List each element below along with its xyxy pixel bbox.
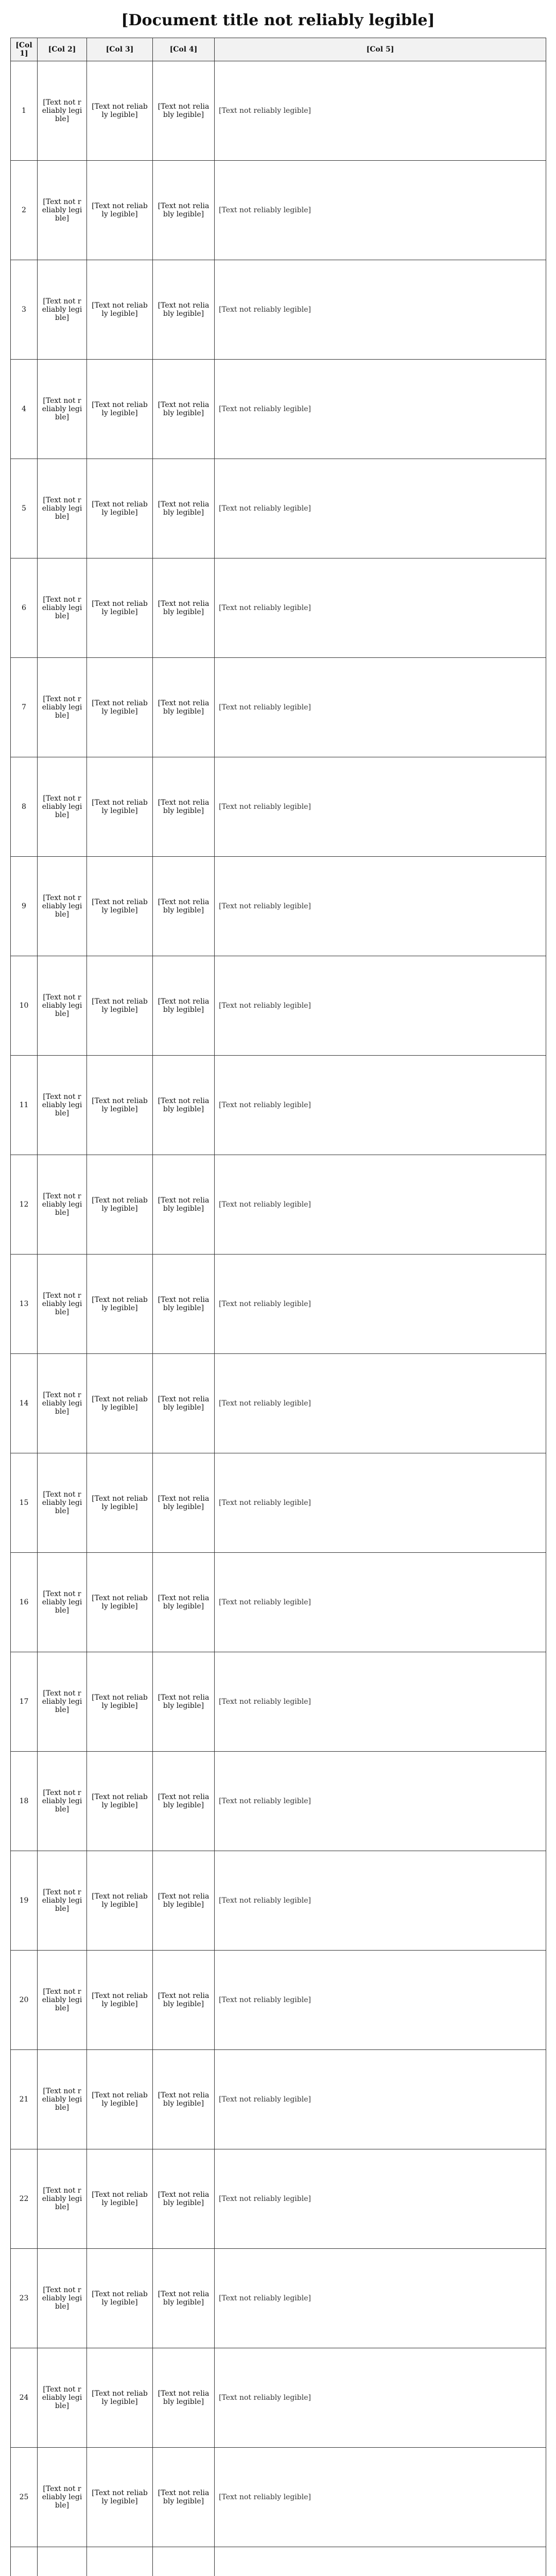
row-col-5: [Text not reliably legible] bbox=[215, 1155, 546, 1255]
row-col-4: [Text not reliably legible] bbox=[153, 1255, 215, 1354]
row-col-2: [Text not reliably legible] bbox=[38, 658, 87, 757]
row-col-4: [Text not reliably legible] bbox=[153, 956, 215, 1056]
row-col-4: [Text not reliably legible] bbox=[153, 2448, 215, 2547]
row-number: 5 bbox=[11, 459, 38, 558]
row-col-4: [Text not reliably legible] bbox=[153, 1155, 215, 1255]
table-row bbox=[11, 1155, 546, 1255]
row-col-2: [Text not reliably legible] bbox=[38, 1056, 87, 1155]
row-number: 17 bbox=[11, 1652, 38, 1752]
row-col-4: [Text not reliably legible] bbox=[153, 360, 215, 459]
row-col-4 bbox=[153, 2547, 215, 2576]
row-col-3: [Text not reliably legible] bbox=[87, 1155, 153, 1255]
row-number: 13 bbox=[11, 1255, 38, 1354]
row-number: 22 bbox=[11, 2149, 38, 2249]
table-row bbox=[11, 260, 546, 360]
row-number: 11 bbox=[11, 1056, 38, 1155]
row-number: 10 bbox=[11, 956, 38, 1056]
table-row bbox=[11, 2348, 546, 2448]
row-number: 3 bbox=[11, 260, 38, 360]
table-row bbox=[11, 2050, 546, 2149]
table-row bbox=[11, 360, 546, 459]
header-col-3: [Col 3] bbox=[87, 38, 153, 61]
row-col-2: [Text not reliably legible] bbox=[38, 857, 87, 956]
row-col-2: [Text not reliably legible] bbox=[38, 1951, 87, 2050]
row-col-5: [Text not reliably legible] bbox=[215, 61, 546, 161]
row-col-2: [Text not reliably legible] bbox=[38, 360, 87, 459]
row-number: 24 bbox=[11, 2348, 38, 2448]
row-col-5: [Text not reliably legible] bbox=[215, 1553, 546, 1652]
row-col-5: [Text not reliably legible] bbox=[215, 1752, 546, 1851]
row-col-5: [Text not reliably legible] bbox=[215, 360, 546, 459]
row-col-3: [Text not reliably legible] bbox=[87, 1553, 153, 1652]
header-col-5: [Col 5] bbox=[215, 38, 546, 61]
row-col-4: [Text not reliably legible] bbox=[153, 161, 215, 260]
row-col-5: [Text not reliably legible] bbox=[215, 1951, 546, 2050]
row-col-5: [Text not reliably legible] bbox=[215, 1851, 546, 1951]
table-row bbox=[11, 1354, 546, 1453]
row-col-3: [Text not reliably legible] bbox=[87, 459, 153, 558]
table-row bbox=[11, 2547, 546, 2576]
row-col-3: [Text not reliably legible] bbox=[87, 2050, 153, 2149]
row-col-4: [Text not reliably legible] bbox=[153, 1553, 215, 1652]
row-number: 6 bbox=[11, 558, 38, 658]
row-col-2: [Text not reliably legible] bbox=[38, 956, 87, 1056]
table-row bbox=[11, 2249, 546, 2348]
table-row bbox=[11, 558, 546, 658]
row-col-2: [Text not reliably legible] bbox=[38, 260, 87, 360]
row-number: 12 bbox=[11, 1155, 38, 1255]
row-col-2: [Text not reliably legible] bbox=[38, 1652, 87, 1752]
row-col-4: [Text not reliably legible] bbox=[153, 1752, 215, 1851]
row-col-3: [Text not reliably legible] bbox=[87, 1652, 153, 1752]
table-row bbox=[11, 1056, 546, 1155]
row-col-5: [Text not reliably legible] bbox=[215, 1255, 546, 1354]
row-col-3: [Text not reliably legible] bbox=[87, 658, 153, 757]
row-number: 9 bbox=[11, 857, 38, 956]
row-col-4: [Text not reliably legible] bbox=[153, 2249, 215, 2348]
row-col-2: [Text not reliably legible] bbox=[38, 1752, 87, 1851]
row-col-4: [Text not reliably legible] bbox=[153, 1453, 215, 1553]
row-number: 8 bbox=[11, 757, 38, 857]
row-col-2: [Text not reliably legible] bbox=[38, 1453, 87, 1553]
row-col-5: [Text not reliably legible] bbox=[215, 956, 546, 1056]
row-col-3: [Text not reliably legible] bbox=[87, 1056, 153, 1155]
row-col-2: [Text not reliably legible] bbox=[38, 558, 87, 658]
row-number bbox=[11, 2547, 38, 2576]
row-number: 20 bbox=[11, 1951, 38, 2050]
row-number: 2 bbox=[11, 161, 38, 260]
row-col-4: [Text not reliably legible] bbox=[153, 558, 215, 658]
row-col-4: [Text not reliably legible] bbox=[153, 1652, 215, 1752]
row-col-4: [Text not reliably legible] bbox=[153, 61, 215, 161]
table-row bbox=[11, 61, 546, 161]
row-col-3: [Text not reliably legible] bbox=[87, 1354, 153, 1453]
row-col-5: [Text not reliably legible] bbox=[215, 1652, 546, 1752]
row-col-3: [Text not reliably legible] bbox=[87, 857, 153, 956]
row-col-3 bbox=[87, 2547, 153, 2576]
row-col-5: [Text not reliably legible] bbox=[215, 2050, 546, 2149]
row-number: 18 bbox=[11, 1752, 38, 1851]
row-col-3: [Text not reliably legible] bbox=[87, 260, 153, 360]
table-row bbox=[11, 658, 546, 757]
table-row bbox=[11, 2448, 546, 2547]
table-row bbox=[11, 1752, 546, 1851]
row-number: 23 bbox=[11, 2249, 38, 2348]
row-col-2: [Text not reliably legible] bbox=[38, 1354, 87, 1453]
row-col-4: [Text not reliably legible] bbox=[153, 658, 215, 757]
results-table bbox=[10, 38, 546, 2576]
row-col-2: [Text not reliably legible] bbox=[38, 2348, 87, 2448]
table-row bbox=[11, 1652, 546, 1752]
row-col-4: [Text not reliably legible] bbox=[153, 1354, 215, 1453]
row-col-4: [Text not reliably legible] bbox=[153, 1951, 215, 2050]
row-col-5: [Text not reliably legible] bbox=[215, 1453, 546, 1553]
row-number: 7 bbox=[11, 658, 38, 757]
row-col-3: [Text not reliably legible] bbox=[87, 1255, 153, 1354]
row-col-3: [Text not reliably legible] bbox=[87, 956, 153, 1056]
row-col-5: [Text not reliably legible] bbox=[215, 757, 546, 857]
row-col-2: [Text not reliably legible] bbox=[38, 161, 87, 260]
row-col-5: [Text not reliably legible] bbox=[215, 2249, 546, 2348]
table-body bbox=[11, 61, 546, 2576]
row-col-3: [Text not reliably legible] bbox=[87, 2448, 153, 2547]
row-col-5: [Text not reliably legible] bbox=[215, 2149, 546, 2249]
row-col-4: [Text not reliably legible] bbox=[153, 459, 215, 558]
row-col-3: [Text not reliably legible] bbox=[87, 558, 153, 658]
row-col-4: [Text not reliably legible] bbox=[153, 2348, 215, 2448]
row-number: 4 bbox=[11, 360, 38, 459]
row-col-3: [Text not reliably legible] bbox=[87, 1752, 153, 1851]
row-col-2: [Text not reliably legible] bbox=[38, 1255, 87, 1354]
row-col-5: [Text not reliably legible] bbox=[215, 2348, 546, 2448]
row-col-5: [Text not reliably legible] bbox=[215, 2448, 546, 2547]
table-header-row bbox=[11, 38, 546, 61]
row-col-4: [Text not reliably legible] bbox=[153, 2050, 215, 2149]
row-col-4: [Text not reliably legible] bbox=[153, 1851, 215, 1951]
row-col-3: [Text not reliably legible] bbox=[87, 2149, 153, 2249]
table-row bbox=[11, 1951, 546, 2050]
row-col-2: [Text not reliably legible] bbox=[38, 459, 87, 558]
header-col-2: [Col 2] bbox=[38, 38, 87, 61]
row-col-3: [Text not reliably legible] bbox=[87, 2249, 153, 2348]
row-col-3: [Text not reliably legible] bbox=[87, 2348, 153, 2448]
row-col-2: [Text not reliably legible] bbox=[38, 2448, 87, 2547]
row-col-3: [Text not reliably legible] bbox=[87, 161, 153, 260]
row-col-3: [Text not reliably legible] bbox=[87, 757, 153, 857]
row-number: 1 bbox=[11, 61, 38, 161]
row-col-4: [Text not reliably legible] bbox=[153, 757, 215, 857]
table-row bbox=[11, 1851, 546, 1951]
header-col-4: [Col 4] bbox=[153, 38, 215, 61]
row-col-5: [Text not reliably legible] bbox=[215, 1056, 546, 1155]
row-col-3: [Text not reliably legible] bbox=[87, 61, 153, 161]
row-number: 15 bbox=[11, 1453, 38, 1553]
table-row bbox=[11, 956, 546, 1056]
row-col-3: [Text not reliably legible] bbox=[87, 1951, 153, 2050]
row-col-5: [Text not reliably legible] bbox=[215, 658, 546, 757]
row-col-4: [Text not reliably legible] bbox=[153, 1056, 215, 1155]
row-col-3: [Text not reliably legible] bbox=[87, 360, 153, 459]
row-col-5: [Text not reliably legible] bbox=[215, 857, 546, 956]
row-col-4: [Text not reliably legible] bbox=[153, 260, 215, 360]
row-col-5: [Text not reliably legible] bbox=[215, 558, 546, 658]
row-col-2: [Text not reliably legible] bbox=[38, 1155, 87, 1255]
row-col-5: [Text not reliably legible] bbox=[215, 1354, 546, 1453]
header-col-1: [Col 1] bbox=[11, 38, 38, 61]
row-col-2: [Text not reliably legible] bbox=[38, 757, 87, 857]
row-col-3: [Text not reliably legible] bbox=[87, 1453, 153, 1553]
row-col-3: [Text not reliably legible] bbox=[87, 1851, 153, 1951]
page-title: [Document title not reliably legible] bbox=[121, 11, 435, 29]
row-col-2: [Text not reliably legible] bbox=[38, 1851, 87, 1951]
row-col-5: [Text not reliably legible] bbox=[215, 161, 546, 260]
row-col-5: [Text not reliably legible] bbox=[215, 459, 546, 558]
row-col-2: [Text not reliably legible] bbox=[38, 61, 87, 161]
table-row bbox=[11, 1453, 546, 1553]
row-col-2 bbox=[38, 2547, 87, 2576]
row-number: 19 bbox=[11, 1851, 38, 1951]
row-col-2: [Text not reliably legible] bbox=[38, 1553, 87, 1652]
row-col-5: [Text not reliably legible] bbox=[215, 260, 546, 360]
row-col-4: [Text not reliably legible] bbox=[153, 2149, 215, 2249]
row-col-2: [Text not reliably legible] bbox=[38, 2149, 87, 2249]
table-row bbox=[11, 2149, 546, 2249]
row-number: 14 bbox=[11, 1354, 38, 1453]
table-row bbox=[11, 459, 546, 558]
table-row bbox=[11, 1553, 546, 1652]
table-row bbox=[11, 757, 546, 857]
row-number: 16 bbox=[11, 1553, 38, 1652]
row-number: 21 bbox=[11, 2050, 38, 2149]
table-row bbox=[11, 857, 546, 956]
row-col-5 bbox=[215, 2547, 546, 2576]
table-row bbox=[11, 161, 546, 260]
row-number: 25 bbox=[11, 2448, 38, 2547]
row-col-2: [Text not reliably legible] bbox=[38, 2249, 87, 2348]
row-col-4: [Text not reliably legible] bbox=[153, 857, 215, 956]
row-col-2: [Text not reliably legible] bbox=[38, 2050, 87, 2149]
table-row bbox=[11, 1255, 546, 1354]
